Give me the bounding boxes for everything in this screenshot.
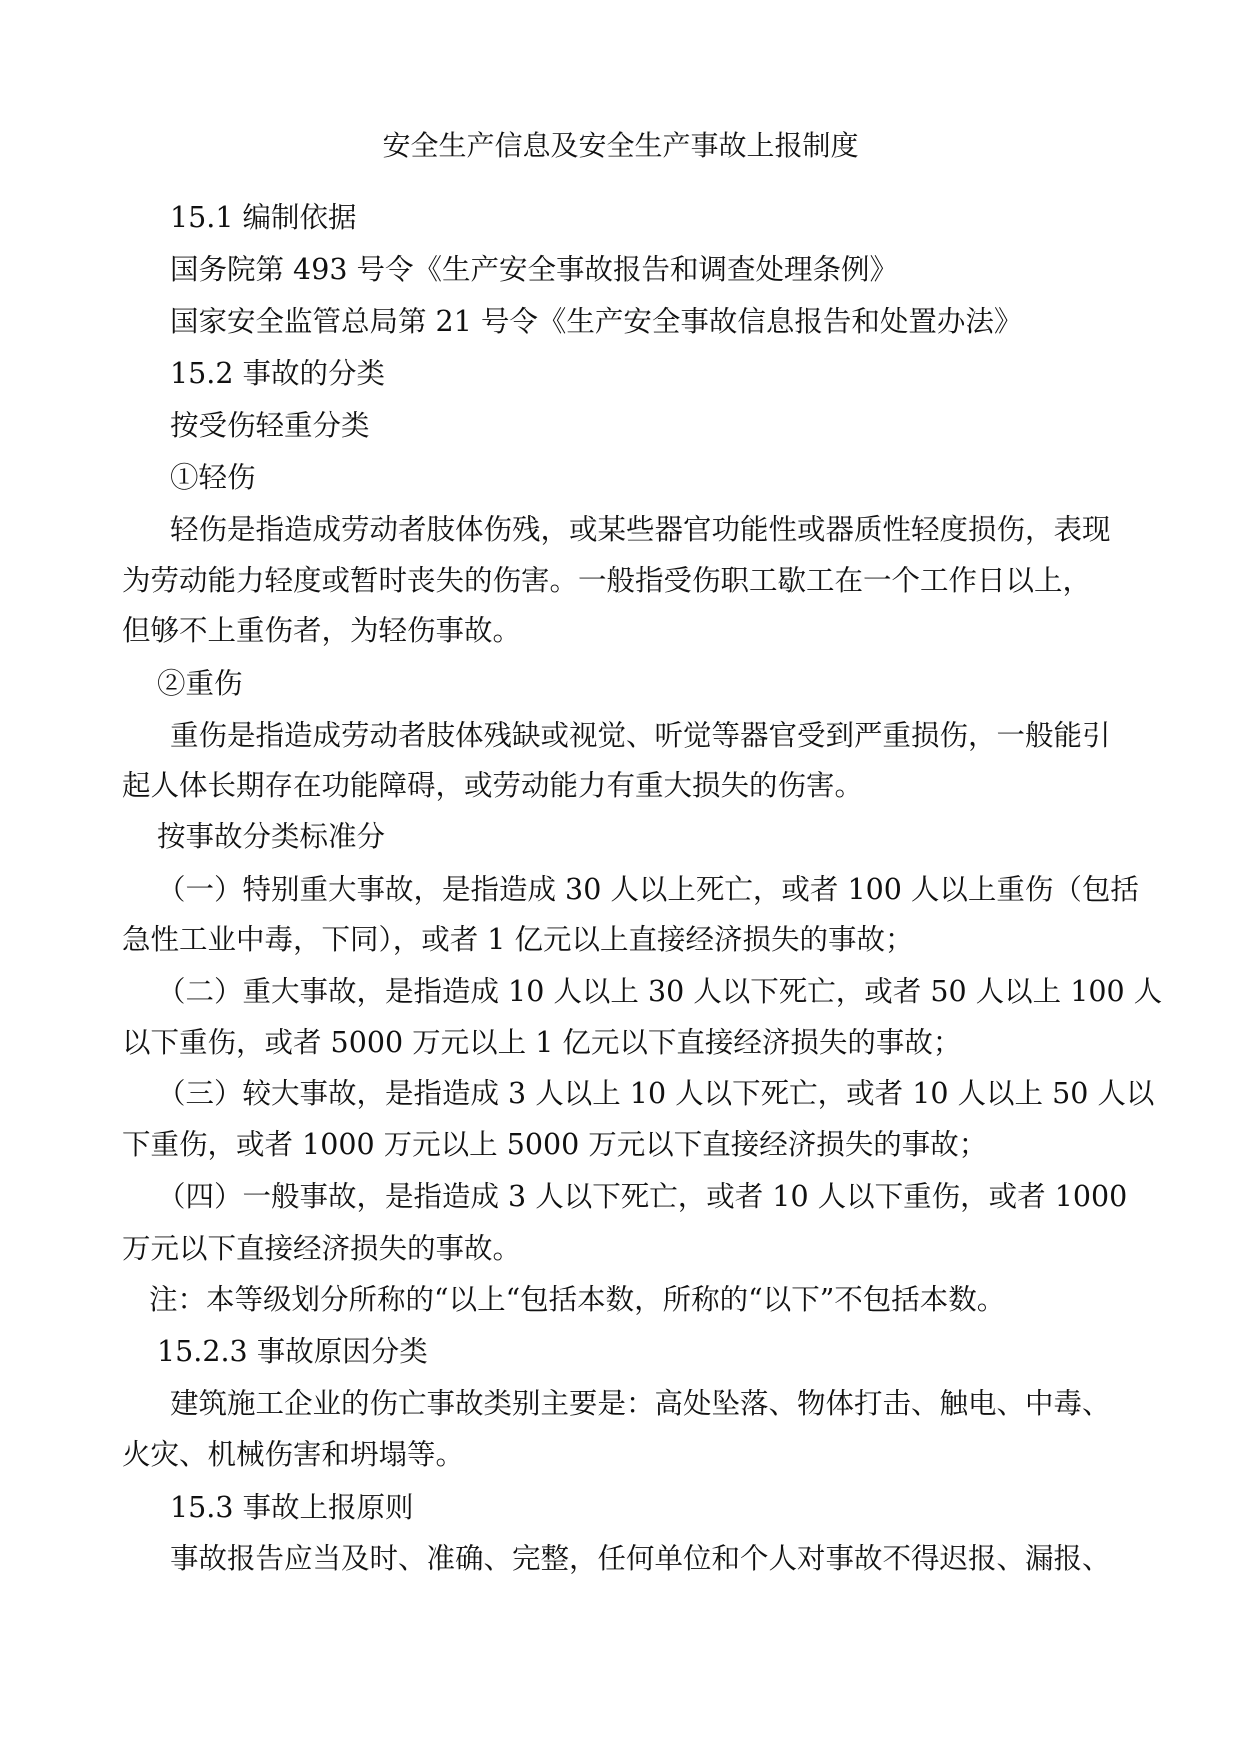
paragraph-line: （二）重大事故，是指造成 10 人以上 30 人以下死亡，或者 50 人以上 100 人 bbox=[157, 975, 1163, 1008]
section-heading: 15.3 事故上报原则 bbox=[170, 1491, 414, 1524]
subheading: ①轻伤 bbox=[170, 461, 256, 494]
paragraph-line: （三）较大事故，是指造成 3 人以上 10 人以下死亡，或者 10 人以上 50 人以 bbox=[157, 1077, 1155, 1110]
paragraph-line: 起人体长期存在功能障碍，或劳动能力有重大损失的伤害。 bbox=[122, 769, 864, 802]
section-heading: 15.1 编制依据 bbox=[170, 201, 357, 234]
paragraph-line: 为劳动能力轻度或暂时丧失的伤害。一般指受伤职工歇工在一个工作日以上， bbox=[122, 564, 1092, 597]
paragraph-line: （四）一般事故，是指造成 3 人以下死亡，或者 10 人以下重伤，或者 1000 bbox=[157, 1180, 1128, 1213]
paragraph-line: 重伤是指造成劳动者肢体残缺或视觉、听觉等器官受到严重损伤，一般能引 bbox=[170, 719, 1111, 752]
paragraph-line: 事故报告应当及时、准确、完整，任何单位和个人对事故不得迟报、漏报、 bbox=[170, 1542, 1111, 1575]
subheading: 按受伤轻重分类 bbox=[170, 409, 370, 442]
document-title: 安全生产信息及安全生产事故上报制度 bbox=[382, 129, 859, 162]
subheading: ②重伤 bbox=[157, 667, 243, 700]
paragraph-line: 国务院第 493 号令《生产安全事故报告和调查处理条例》 bbox=[170, 253, 899, 286]
subheading: 按事故分类标准分 bbox=[157, 820, 386, 853]
paragraph-line: 万元以下直接经济损失的事故。 bbox=[122, 1232, 522, 1265]
paragraph-line: 下重伤，或者 1000 万元以上 5000 万元以下直接经济损失的事故； bbox=[122, 1128, 988, 1161]
paragraph-line: 但够不上重伤者，为轻伤事故。 bbox=[122, 614, 522, 647]
paragraph-line: 轻伤是指造成劳动者肢体伤残，或某些器官功能性或器质性轻度损伤，表现 bbox=[170, 513, 1111, 546]
section-heading: 15.2.3 事故原因分类 bbox=[157, 1335, 428, 1368]
section-heading: 15.2 事故的分类 bbox=[170, 357, 386, 390]
paragraph-line: 以下重伤，或者 5000 万元以上 1 亿元以下直接经济损失的事故； bbox=[122, 1026, 962, 1059]
paragraph-line: 国家安全监管总局第 21 号令《生产安全事故信息报告和处置办法》 bbox=[170, 305, 1023, 338]
note-line: 注：本等级划分所称的“以上“包括本数，所称的“以下”不包括本数。 bbox=[149, 1283, 1006, 1316]
paragraph-line: （一）特别重大事故，是指造成 30 人以上死亡，或者 100 人以上重伤（包括 bbox=[157, 873, 1139, 906]
paragraph-line: 急性工业中毒，下同），或者 1 亿元以上直接经济损失的事故； bbox=[122, 923, 914, 956]
paragraph-line: 火灾、机械伤害和坍塌等。 bbox=[122, 1438, 465, 1471]
paragraph-line: 建筑施工企业的伤亡事故类别主要是：高处坠落、物体打击、触电、中毒、 bbox=[170, 1387, 1111, 1420]
